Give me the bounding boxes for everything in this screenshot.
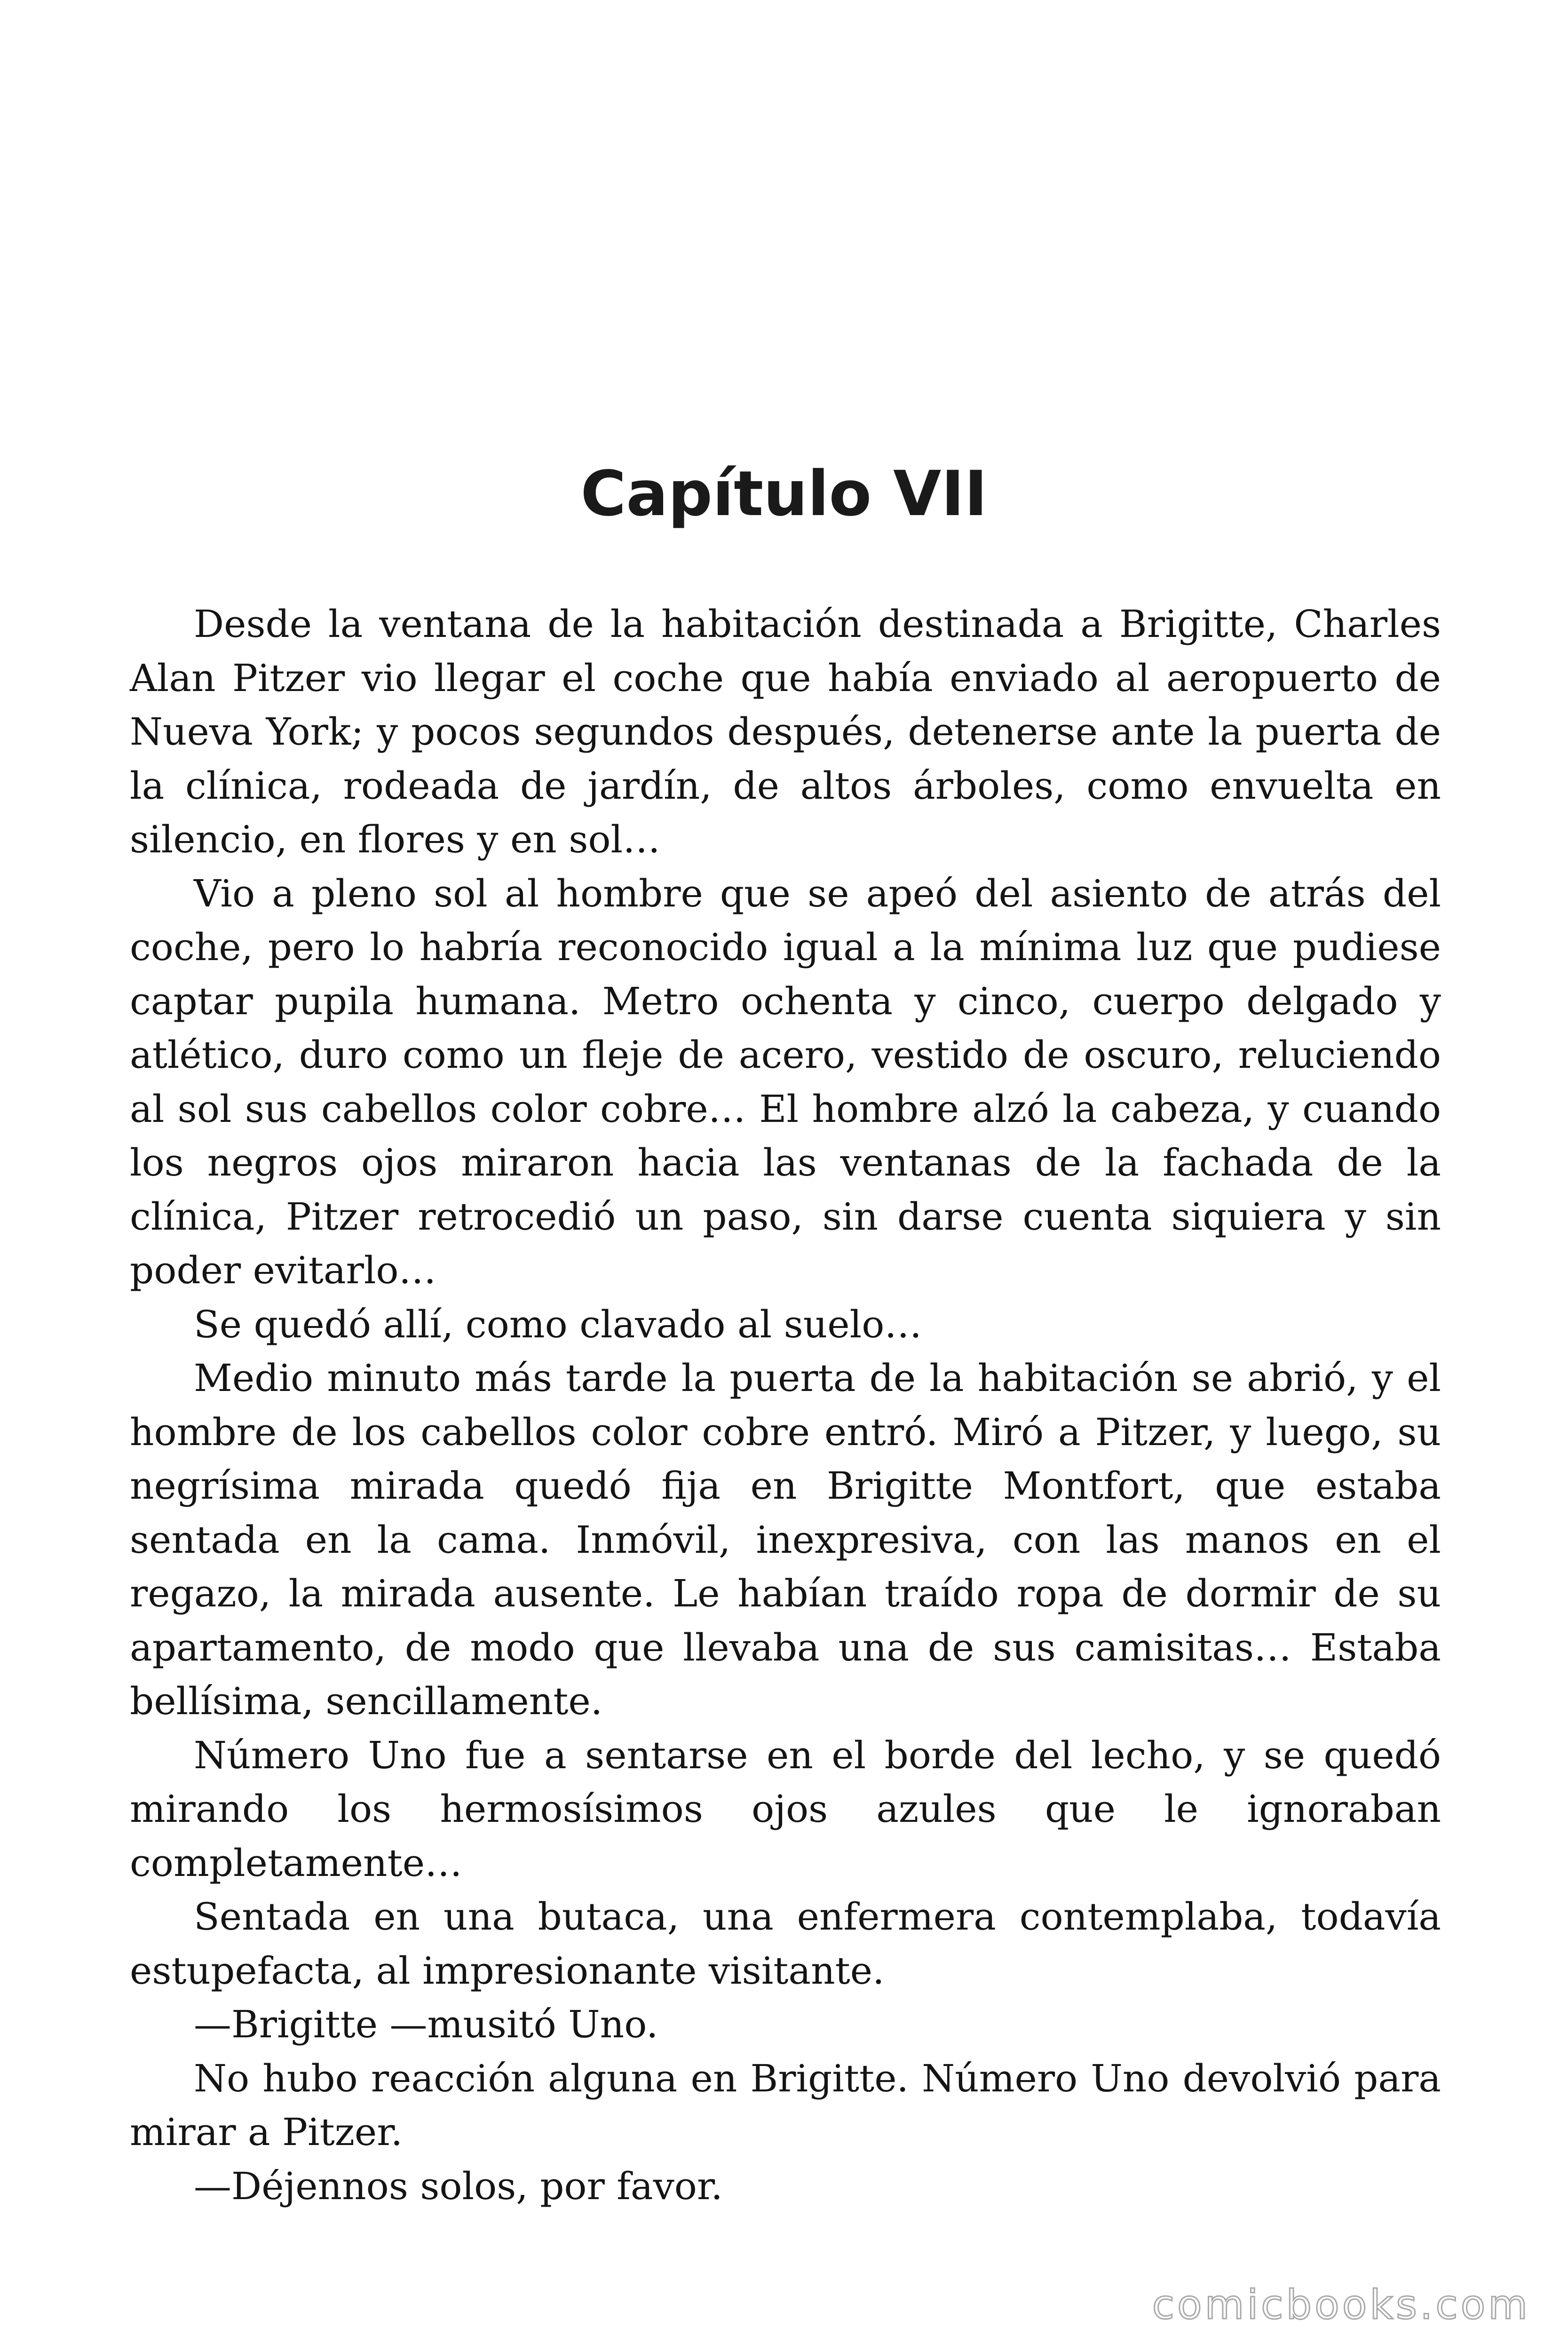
paragraph: No hubo reacción alguna en Brigitte. Número Uno devolvió para mirar a Pitzer. <box>130 2056 1441 2154</box>
paragraph: Se quedó allí, como clavado al suelo… <box>194 1302 922 1346</box>
chapter-body <box>130 597 1441 2213</box>
paragraph: —Brigitte —musitó Uno. <box>194 2002 658 2046</box>
paragraph: Sentada en una butaca, una enfermera contemplaba, todavía estupefacta, al impresionante visitante. <box>130 1895 1441 1993</box>
paragraph: Medio minuto más tarde la puerta de la habitación se abrió, y el hombre de los cabellos color cobre entró. Miró a Pitzer, y luego, su negrísima mirada quedó fija en Brigitte Montfort, que estaba sentada en la cama. Inmóvil, inexpresiva, con las manos en el regazo, la mirada ausente. Le habían traído ropa de dormir de su apartamento, de modo que llevaba una de sus camisitas… Estaba bellísima, sencillamente. <box>130 1356 1441 1723</box>
chapter-title: Capítulo VII <box>580 458 988 530</box>
paragraph: Desde la ventana de la habitación destinada a Brigitte, Charles Alan Pitzer vio llegar el coche que había enviado al aeropuerto de Nueva York; y pocos segundos después, detenerse ante la puerta de la clínica, rodeada de jardín, de altos árboles, como envuelta en silencio, en flores y en sol… <box>130 602 1441 861</box>
paragraph: Vio a pleno sol al hombre que se apeó del asiento de atrás del coche, pero lo habría reconocido igual a la mínima luz que pudiese captar pupila humana. Metro ochenta y cinco, cuerpo delgado y atlético, duro como un fleje de acero, vestido de oscuro, reluciendo al sol sus cabellos color cobre… El hombre alzó la cabeza, y cuando los negros ojos miraron hacia las ventanas de la fachada de la clínica, Pitzer retrocedió un paso, sin darse cuenta siquiera y sin poder evitarlo… <box>130 871 1441 1292</box>
watermark: comicbooks.com <box>1152 2281 1530 2328</box>
paragraph: Número Uno fue a sentarse en el borde del lecho, y se quedó mirando los hermosísimos ojos azules que le ignoraban completamente… <box>130 1733 1441 1885</box>
paragraph: —Déjennos solos, por favor. <box>194 2164 723 2208</box>
